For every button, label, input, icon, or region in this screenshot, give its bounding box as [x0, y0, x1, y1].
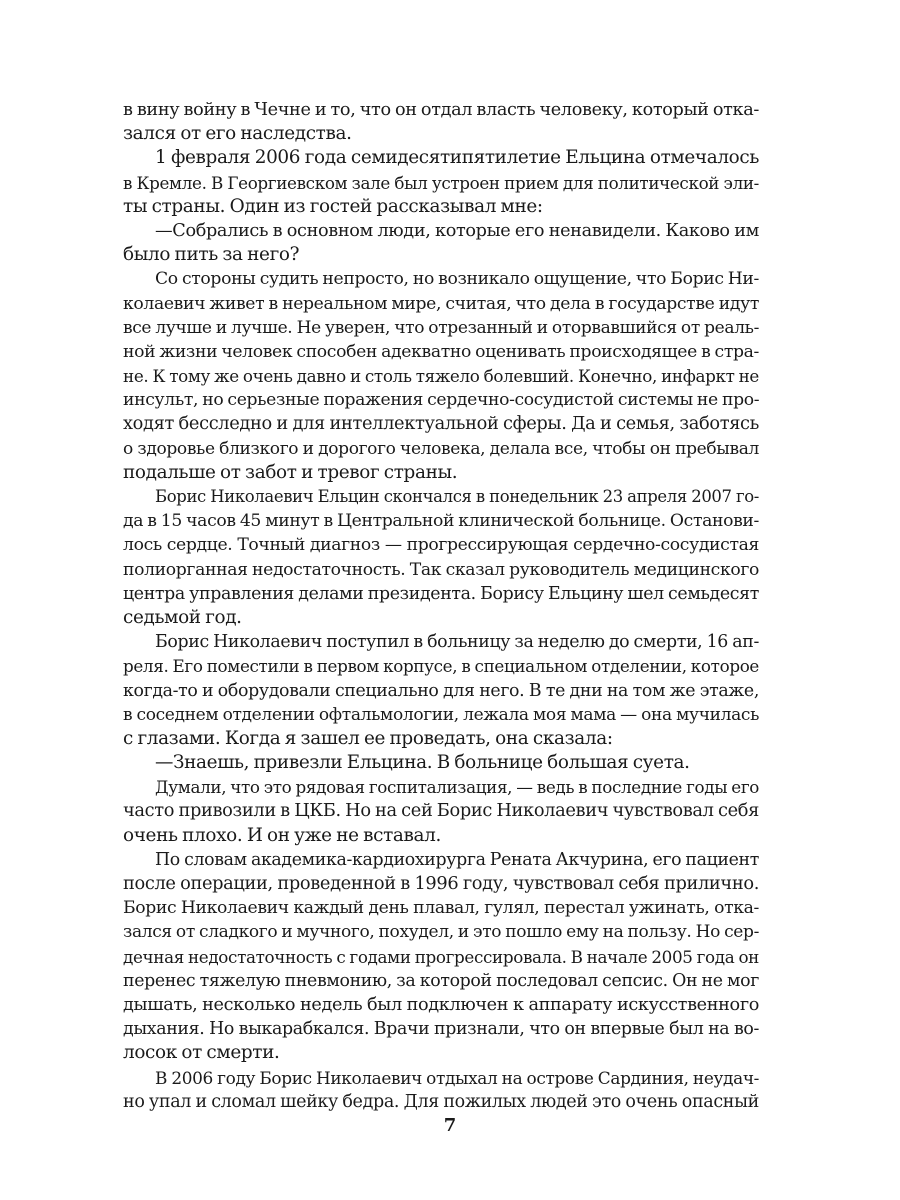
text-line: Думали, что это рядовая госпитализация, — ведь в последние годы его: [155, 777, 759, 798]
text-line: седьмой год.: [123, 606, 242, 628]
text-line: Борис Николаевич поступил в больницу за неделю до смерти, 16 ап-: [155, 632, 759, 653]
text-line: было пить за него?: [123, 244, 300, 266]
text-line: ной жизни человек способен адекватно оценивать происходящее в стра-: [123, 341, 759, 362]
text-line: реля. Его поместили в первом корпусе, в специальном отделении, которое: [123, 656, 759, 677]
text-line: ты страны. Один из гостей рассказывал мне:: [123, 195, 543, 217]
text-line: дышать, несколько недель был подключен к аппарату искусственного: [123, 994, 759, 1015]
text-line: —Собрались в основном люди, которые его ненавидели. Каково им: [155, 220, 759, 241]
text-line: в вину войну в Чечне и то, что он отдал власть человеку, который отка-: [123, 100, 759, 120]
text-line: Со стороны судить непросто, но возникало ощущение, что Борис Ни-: [155, 269, 759, 290]
text-line: инсульт, но серьезные поражения сердечно-сосудистой системы не про-: [123, 390, 760, 411]
text-line: Борис Николаевич каждый день плавал, гулял, перестал ужинать, отка-: [123, 898, 759, 919]
text-line: 1 февраля 2006 года семидесятипятилетие Ельцина отмечалось: [155, 147, 759, 169]
text-line: перенес тяжелую пневмонию, за которой последовал сепсис. Он не мог: [123, 970, 759, 991]
page-body: [123, 98, 759, 1114]
text-line: подальше от забот и тревог страны.: [123, 461, 458, 483]
text-line: не. К тому же очень давно и столь тяжело болевший. Конечно, инфаркт не: [123, 366, 759, 387]
text-line: все лучше и лучше. Не уверен, что отрезанный и оторвавшийся от реаль-: [123, 317, 759, 338]
text-line: центра управления делами президента. Борису Ельцину шел семьдесят: [123, 583, 759, 604]
text-line: о здоровье близкого и дорогого человека, делала все, чтобы он пребывал: [123, 438, 759, 459]
text-line: —Знаешь, привезли Ельцина. В больнице большая суета.: [155, 752, 690, 774]
text-line: дечная недостаточность с годами прогрессировала. В начале 2005 года он: [123, 946, 759, 967]
text-line: когда-то и оборудовали специально для него. В те дни на том же этаже,: [123, 680, 759, 701]
text-line: в соседнем отделении офтальмологии, лежала моя мама — она мучилась: [123, 704, 759, 725]
text-line: зался от его наследства.: [123, 123, 352, 145]
text-line: лосок от смерти.: [123, 1042, 280, 1064]
text-line: с глазами. Когда я зашел ее проведать, она сказала:: [123, 727, 613, 749]
text-line: дыхания. Но выкарабкался. Врачи признали, что он впервые был на во-: [123, 1019, 759, 1040]
text-line: В 2006 году Борис Николаевич отдыхал на острове Сардиния, неудач-: [155, 1067, 759, 1088]
text-line: часто привозили в ЦКБ. Но на сей Борис Николаевич чувствовал себя: [123, 800, 759, 822]
text-line: По словам академика-кардиохирурга Рената Акчурина, его пациент: [155, 849, 759, 870]
page-number: 7: [443, 1115, 457, 1136]
text-line: колаевич живет в нереальном мире, считая, что дела в государстве идут: [123, 293, 759, 314]
text-line: лось сердце. Точный диагноз — прогрессирующая сердечно-сосудистая: [123, 535, 759, 556]
text-line: ходят бесследно и для интеллектуальной сферы. Да и семья, заботясь: [123, 413, 759, 435]
text-line: очень плохо. И он уже не вставал.: [123, 824, 441, 846]
text-line: да в 15 часов 45 минут в Центральной клинической больнице. Останови-: [123, 511, 759, 532]
text-line: Борис Николаевич Ельцин скончался в понедельник 23 апреля 2007 го-: [155, 487, 759, 506]
text-line: но упал и сломал шейку бедра. Для пожилых людей это очень опасный: [123, 1091, 759, 1112]
text-line: полиорганная недостаточность. Так сказал руководитель медицинского: [123, 559, 759, 580]
text-line: в Кремле. В Георгиевском зале был устроен прием для политической эли-: [123, 172, 759, 193]
text-line: зался от сладкого и мучного, похудел, и это пошло ему на пользу. Но сер-: [123, 922, 759, 943]
text-line: после операции, проведенной в 1996 году, чувствовал себя прилично.: [123, 873, 759, 894]
